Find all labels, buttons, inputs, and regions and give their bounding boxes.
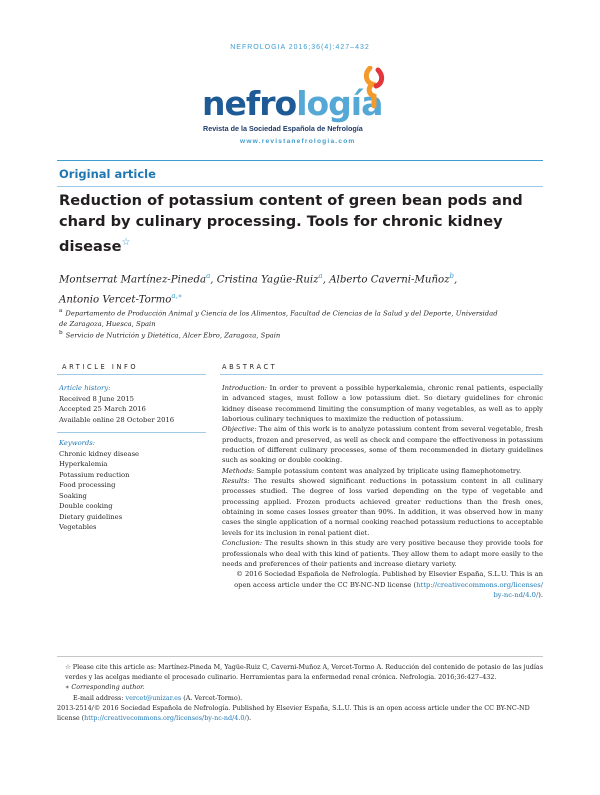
keyword: Soaking [59, 491, 87, 500]
sidebar-rule [57, 432, 206, 433]
keyword: Dietary guidelines [59, 512, 123, 521]
article-history: Article history: Received 8 June 2015 Accepted 25 March 2016 Available online 28 October 2016 [59, 383, 205, 425]
affiliation: $^a$ Departamento de Producción Animal y Ciencia de los Alimentos, Facultad de Ciencias de la Salud y del Deporte, Universidad de Zaragoza, Huesca, Spain [59, 308, 498, 328]
affiliation-ref[interactable]: a,∗ [171, 292, 183, 301]
license-link-cont[interactable]: by-nc-nd/4.0/ [493, 590, 539, 599]
keyword: Food processing [59, 481, 116, 489]
article-info-heading: ARTICLE INFO [62, 363, 139, 371]
abstract-heading: ABSTRACT [222, 363, 278, 371]
citation-details: 2016;36(4):427–432 [285, 44, 370, 51]
header-rule [57, 160, 543, 161]
author: Antonio Vercet-Tormo [59, 294, 172, 306]
email-line: E-mail address: vercet@unizar.es (A. Vercet-Tormo). [73, 693, 243, 702]
affiliation-ref[interactable]: a [206, 272, 211, 280]
journal-url[interactable]: www.revistanefrologia.com [240, 138, 356, 145]
keyword: Chronic kidney disease [59, 449, 140, 458]
keyword: Vegetables [59, 523, 97, 531]
abstract-rule [220, 374, 543, 375]
footnotes [57, 662, 543, 723]
keywords: Keywords: Chronic kidney disease Hyperkalemia Potassium reduction Food processing Soaking Double cooking Dietary guidelines Vegetables [59, 438, 205, 533]
affiliation-ref[interactable]: a [318, 272, 323, 280]
abstract-section: Results: The results showed significant reductions in potassium content in all culinary processes studied. The degree of loss varied depending on the type of vegetable and processing applied. Frozen products achieved greater reductions than the fresh ones, obtaining in some cases losses greater than 90%. In addition, it was observed how in many cases the single application of a normal cooking reached potassium reductions to acceptable levels for its inclusion in renal patient diet. [222, 477, 543, 537]
article-title: Reduction of potassium content of green bean pods and chard by culinary processing. Tools for chronic kidney disease☆ [59, 192, 523, 255]
keyword: Double cooking [59, 502, 113, 510]
history-item: Received 8 June 2015 [59, 394, 134, 403]
logo-subtitle: Revista de la Sociedad Española de Nefrología [203, 124, 363, 133]
author: Cristina Yagüe-Ruiz [216, 274, 319, 286]
abstract-section: Objective: The aim of this work is to analyze potassium content from several vegetable, fresh products, frozen and preserved, as well as check and compare the effectiveness in potassium reduction of different culinary processes, some of them recommended in dietary guidelines such as soaking or double cooking. [222, 425, 543, 465]
email-link[interactable]: vercet@unizar.es [125, 693, 182, 702]
article-info-rule [57, 374, 206, 375]
license-link[interactable]: http://creativecommons.org/licenses/ [416, 580, 543, 589]
author-list: Montserrat Martínez-Pineda$^a$, Cristina Yagüe-Ruiz$^a$, Alberto Caverni-Muñoz$^b$, Antonio Vercet-Tormo$^{a,∗}$ [59, 272, 458, 306]
abstract-section: Conclusion: The results shown in this study are very positive because they provide tools for professionals who deal with this kind of patients. They allow them to adapt more easily to the needs and preferences of their patients and increase dietary variety. [222, 539, 543, 568]
logo-kidney-icon [362, 66, 388, 112]
journal-citation [0, 44, 600, 51]
footnote-rule [57, 656, 543, 657]
corresponding-author: ∗ Corresponding author. [65, 683, 145, 692]
abstract-body [222, 383, 543, 600]
abstract-section: Introduction: In order to prevent a possible hyperkalemia, chronic renal patients, especially in advanced stages, must follow a low potassium diet. So dietary guidelines for chronic kidney disease recommend limiting the consumption of many vegetables, as well as to apply laborious culinary techniques to maximize the reduction of potassium. [222, 384, 543, 424]
journal-name: NEFROLOGIA [230, 44, 286, 51]
title-rule [57, 186, 543, 187]
citation-footnote: ☆ Please cite this article as: Martínez-Pineda M, Yagüe-Ruiz C, Caverni-Muñoz A, Vercet-Tormo A. Reducción del contenido de potasio de las judías verdes y las acelgas mediante el procesado culinario. Herramientas para la enfermedad renal crónica. Nefrologia. 2016;36:427–432. [65, 663, 543, 682]
affiliation: $^b$ Servicio de Nutrición y Dietética, Alcer Ebro, Zaragoza, Spain [59, 330, 281, 340]
copyright-notice: © 2016 Sociedad Española de Nefrología. Published by Elsevier España, S.L.U. This is an open access article under the CC BY-NC-ND license (http://creativecommons.org/licenses/ by-nc-nd/4.0/). [234, 570, 543, 599]
history-item: Available online 28 October 2016 [59, 415, 175, 424]
logo-wordmark: nefrología [202, 84, 383, 123]
history-item: Accepted 25 March 2016 [59, 405, 146, 413]
license-link-footer[interactable]: http://creativecommons.org/licenses/by-nc-nd/4.0/ [84, 714, 247, 723]
affiliation-ref[interactable]: b [449, 272, 455, 280]
keyword: Hyperkalemia [59, 460, 108, 468]
author: Montserrat Martínez-Pineda [59, 274, 207, 286]
author: Alberto Caverni-Muñoz [329, 274, 450, 286]
keyword: Potassium reduction [59, 470, 130, 479]
abstract-section: Methods: Sample potassium content was analyzed by triplicate using flamephotometry. [222, 466, 522, 475]
license-footnote: 2013-2514/© 2016 Sociedad Española de Nefrología. Published by Elsevier España, S.L.U. This is an open access article under the CC BY-NC-ND license (http://creativecommons.org/licenses/by-nc-nd/4.0/). [57, 703, 530, 723]
journal-logo[interactable] [196, 66, 416, 156]
article-type: Original article [59, 167, 156, 181]
title-footnote-mark[interactable]: ☆ [121, 237, 131, 248]
